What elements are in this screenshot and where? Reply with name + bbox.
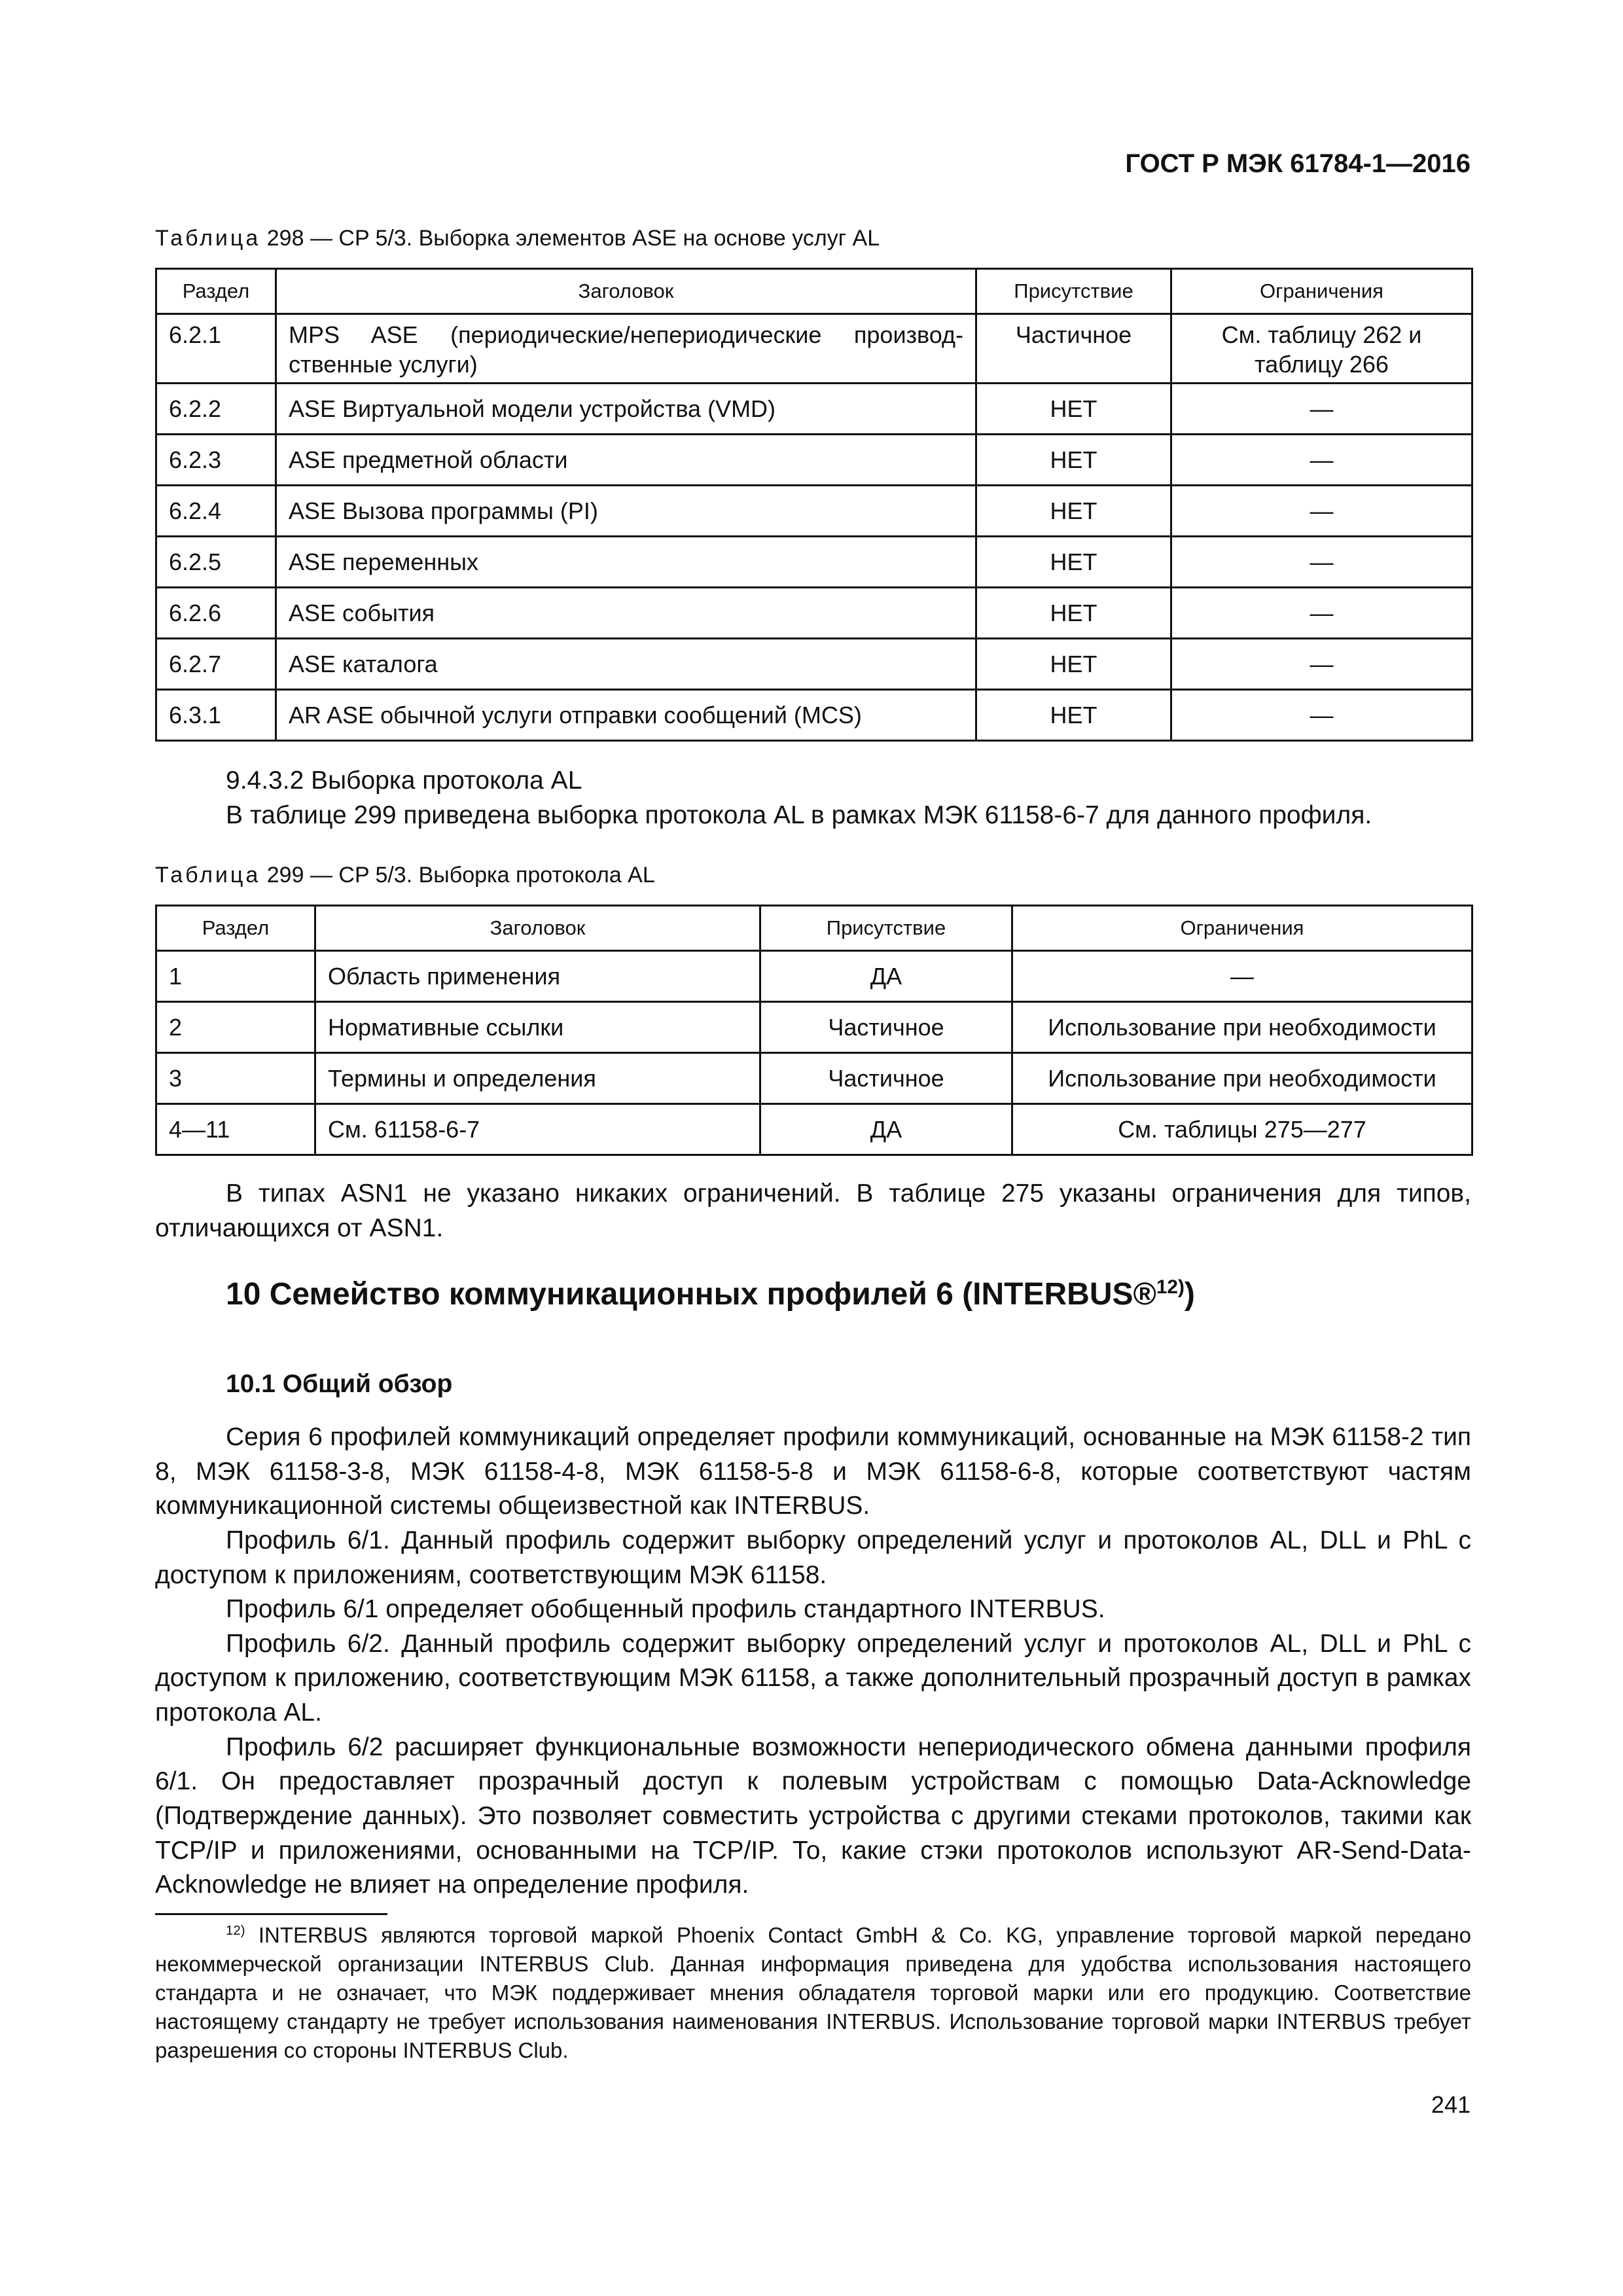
table-header-row (156, 269, 1472, 314)
page-number: 241 (1431, 2091, 1471, 2118)
paragraph: Профиль 6/2 расширяет функциональные возможности непериодического обмена данными профиля 6/1. Он предоставляет прозрачный доступ к полевым устройствам с помощью Data-Acknowledge (Подтверждение данных). Это позволяет совместить устройства с другими стеками протоколов, такими как TCP/IP и приложениями, основанными на TCP/IP. То, какие стэки протоколов используют AR-Send-Data-Acknowledge не влияет на определение профиля. (155, 1732, 1471, 1899)
table-word: Таблица (155, 863, 261, 888)
table-299-caption (155, 863, 655, 888)
limits-cell: См. таблицу 262 и таблицу 266 (1171, 314, 1472, 384)
footnote (155, 1921, 1471, 2064)
paragraph: Профиль 6/1. Данный профиль содержит выборку определений услуг и протоколов AL, DLL и PhL с доступом к приложениям, соответствующим МЭК 61158. (155, 1526, 1471, 1589)
section-title: 10 Семейство коммуникационных профилей 6 (INTERBUS® (226, 1277, 1156, 1312)
table-row (156, 588, 1472, 639)
section-cell: 4—11 (156, 1104, 315, 1155)
table-caption-text: 299 — CP 5/3. Выборка протокола AL (266, 863, 655, 888)
paragraph: Профиль 6/1 определяет обобщенный профиль стандартного INTERBUS. (226, 1595, 1105, 1624)
section-title-close: ) (1184, 1277, 1195, 1312)
title-cell: См. 61158-6-7 (315, 1104, 760, 1155)
paragraph: Серия 6 профилей коммуникаций определяет профили коммуникаций, основанные на МЭК 61158-2 тип 8, МЭК 61158-3-8, МЭК 61158-4-8, МЭК 61158-5-8 и МЭК 61158-6-8, которые соответствуют частям коммуникационной системы общеизвестной как INTERBUS. (155, 1423, 1471, 1520)
section-cell: 6.2.4 (156, 486, 276, 537)
presence-cell: НЕТ (976, 588, 1171, 639)
limits-cell: См. таблицы 275—277 (1012, 1104, 1472, 1155)
table-row (156, 951, 1472, 1002)
column-header: Присутствие (760, 906, 1012, 951)
presence-cell: НЕТ (976, 384, 1171, 435)
table-row (156, 1053, 1472, 1104)
section-cell: 3 (156, 1053, 315, 1104)
presence-cell: Частичное (976, 314, 1171, 384)
title-cell: ASE Вызова программы (PI) (276, 486, 976, 537)
presence-cell: НЕТ (976, 486, 1171, 537)
presence-cell: НЕТ (976, 537, 1171, 588)
limits-cell: — (1171, 639, 1472, 690)
section-cell: 6.2.1 (156, 314, 276, 384)
limits-cell: — (1171, 435, 1472, 486)
title-cell: ASE каталога (276, 639, 976, 690)
presence-cell: НЕТ (976, 690, 1171, 741)
presence-cell: ДА (760, 951, 1012, 1002)
column-header: Раздел (156, 906, 315, 951)
title-cell: Область применения (315, 951, 760, 1002)
table-row (156, 639, 1472, 690)
section-cell: 6.2.3 (156, 435, 276, 486)
table-row (156, 537, 1472, 588)
title-cell: AR ASE обычной услуги отправки сообщений (MCS) (276, 690, 976, 741)
footnote-ref: 12) (1156, 1276, 1185, 1298)
section-cell: 6.2.7 (156, 639, 276, 690)
column-header: Ограничения (1012, 906, 1472, 951)
presence-cell: Частичное (760, 1002, 1012, 1053)
column-header: Заголовок (315, 906, 760, 951)
table-header-row (156, 906, 1472, 951)
section-10-1-heading: 10.1 Общий обзор (226, 1370, 453, 1398)
presence-cell: НЕТ (976, 639, 1171, 690)
paragraph: Профиль 6/2. Данный профиль содержит выборку определений услуг и протоколов AL, DLL и PhL с доступом к приложению, соответствующим МЭК 61158, а также дополнительный прозрачный доступ в рамках протокола AL. (155, 1629, 1471, 1727)
section-cell: 6.2.6 (156, 588, 276, 639)
section-cell: 6.2.5 (156, 537, 276, 588)
footnote-mark: 12) (226, 1923, 245, 1938)
table-word: Таблица (155, 226, 261, 251)
table-row (156, 384, 1472, 435)
section-10-1-body (155, 1420, 1471, 1903)
title-cell: ASE переменных (276, 537, 976, 588)
title-cell: ASE предметной области (276, 435, 976, 486)
column-header: Присутствие (976, 269, 1171, 314)
section-cell: 6.2.2 (156, 384, 276, 435)
asn-note (155, 1177, 1471, 1246)
limits-cell: Использование при необходимости (1012, 1002, 1472, 1053)
limits-cell: — (1012, 951, 1472, 1002)
section-9-4-3-2 (155, 764, 1471, 833)
column-header: Заголовок (276, 269, 976, 314)
paragraph: В таблице 299 приведена выборка протокола AL в рамках МЭК 61158-6-7 для данного профиля. (226, 800, 1372, 829)
table-caption-text: 298 — CP 5/3. Выборка элементов ASE на основе услуг AL (266, 226, 880, 251)
table-row (156, 1002, 1472, 1053)
table-row (156, 486, 1472, 537)
table-row (156, 1104, 1472, 1155)
limits-cell: — (1171, 384, 1472, 435)
paragraph: В типах ASN1 не указано никаких ограничений. В таблице 275 указаны ограничения для типов, отличающихся от ASN1. (155, 1179, 1471, 1242)
limits-cell: — (1171, 588, 1472, 639)
presence-cell: НЕТ (976, 435, 1171, 486)
table-row (156, 690, 1472, 741)
section-cell: 6.3.1 (156, 690, 276, 741)
limits-cell: — (1171, 537, 1472, 588)
section-cell: 1 (156, 951, 315, 1002)
limits-cell: — (1171, 486, 1472, 537)
limits-cell: — (1171, 690, 1472, 741)
presence-cell: Частичное (760, 1053, 1012, 1104)
title-cell: ASE события (276, 588, 976, 639)
footnote-text: INTERBUS являются торговой маркой Phoenix Contact GmbH & Co. KG, управление торговой маркой передано некоммерческой организации INTERBUS Club. Данная информация приведена для удобства использования настоящего стандарта и не означает, что МЭК поддерживает мнения обладателя торговой марки или его продукцию. Соответствие настоящему стандарту не требует использования наименования INTERBUS. Использование торговой марки INTERBUS требует разрешения со стороны INTERBUS Club. (155, 1923, 1471, 2062)
section-cell: 2 (156, 1002, 315, 1053)
column-header: Раздел (156, 269, 276, 314)
section-10-heading (226, 1276, 1195, 1312)
document-header: ГОСТ Р МЭК 61784-1—2016 (1125, 149, 1471, 178)
title-cell: Нормативные ссылки (315, 1002, 760, 1053)
column-header: Ограничения (1171, 269, 1472, 314)
table-298 (155, 268, 1473, 742)
title-cell: Термины и определения (315, 1053, 760, 1104)
table-row (156, 435, 1472, 486)
title-cell: ASE Виртуальной модели устройства (VMD) (276, 384, 976, 435)
limits-cell: Использование при необходимости (1012, 1053, 1472, 1104)
table-299 (155, 905, 1473, 1156)
footnote-divider (155, 1913, 387, 1915)
table-row (156, 314, 1472, 384)
subsection-heading: 9.4.3.2 Выборка протокола AL (226, 766, 582, 795)
presence-cell: ДА (760, 1104, 1012, 1155)
title-cell: MPS ASE (периодические/непериодические производ-ственные услуги) (276, 314, 976, 384)
table-298-caption (155, 226, 880, 251)
